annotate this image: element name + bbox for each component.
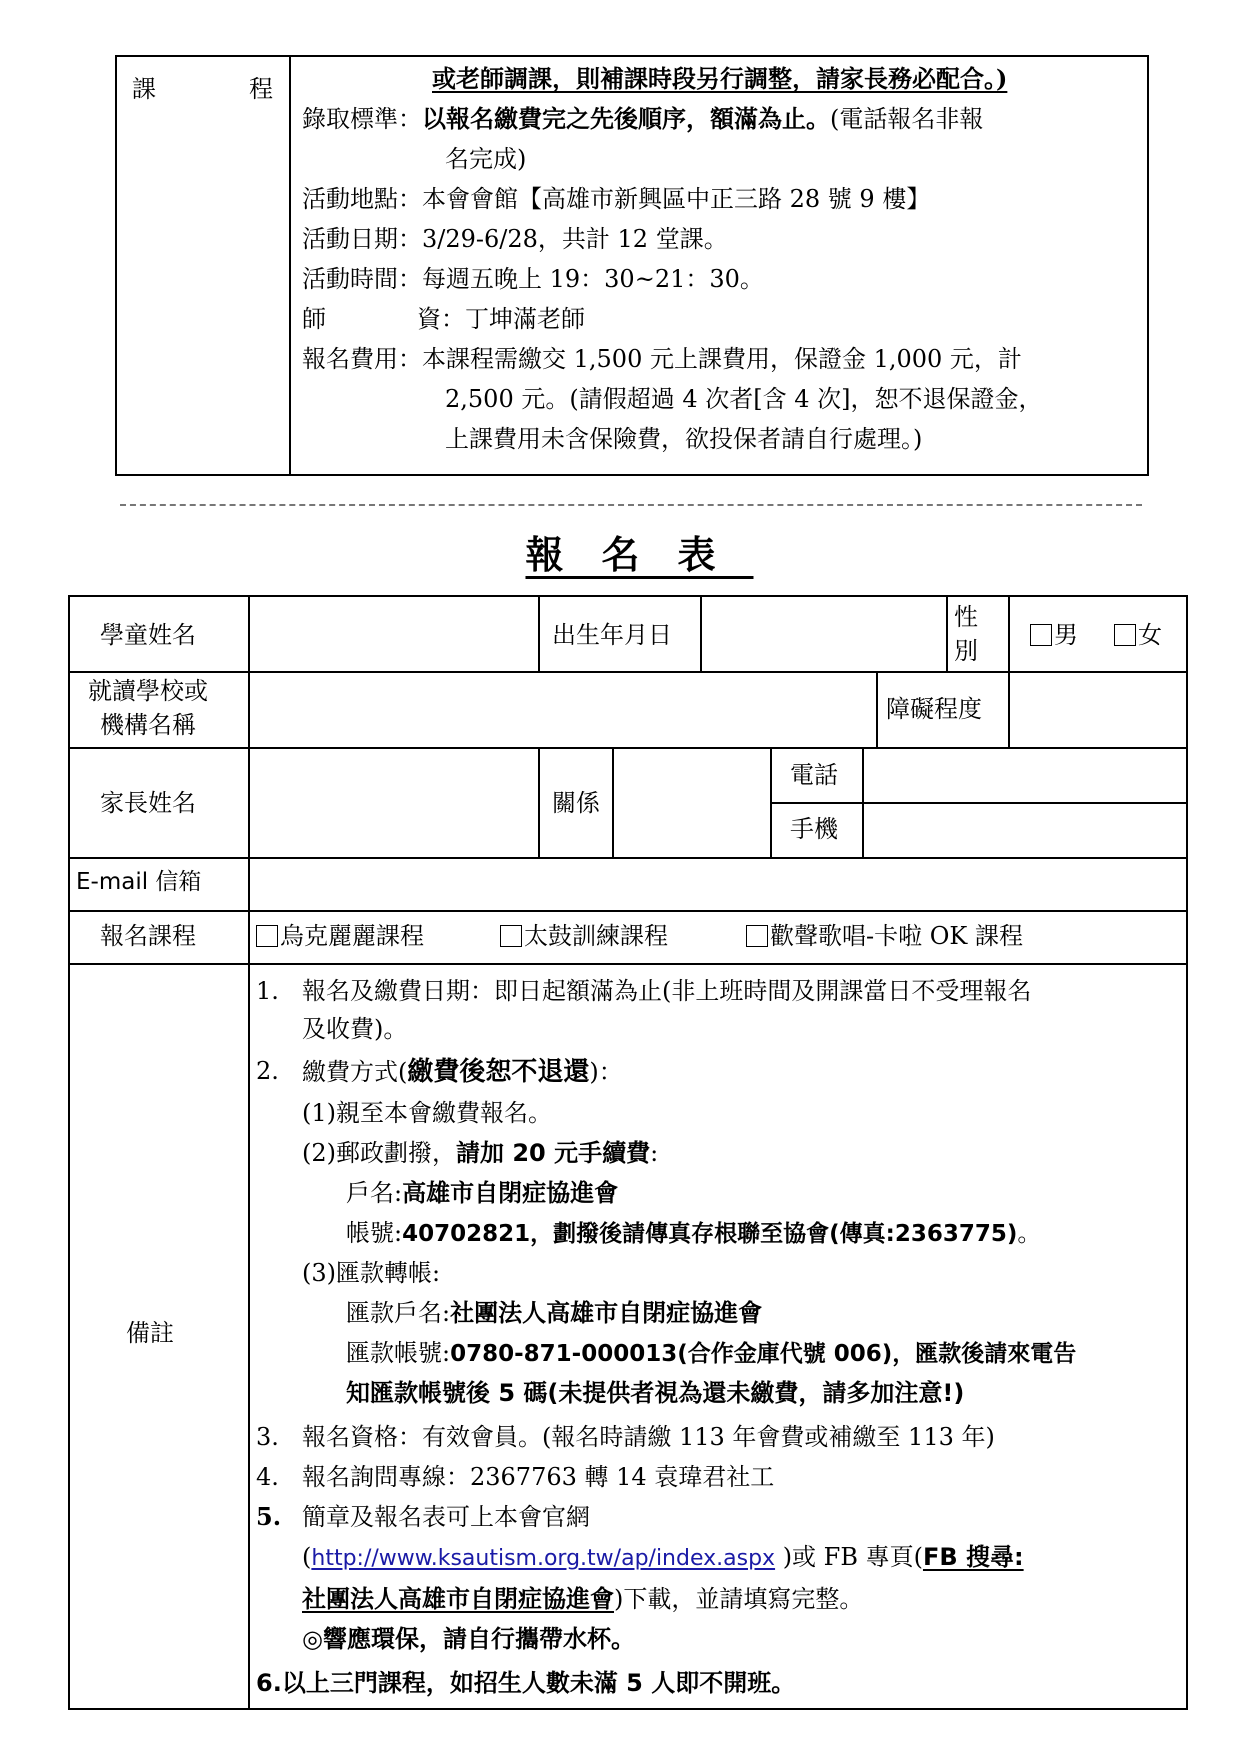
male-checkbox[interactable] bbox=[1030, 624, 1052, 646]
row-line bbox=[70, 671, 1186, 673]
phone-label: 電話 bbox=[790, 761, 838, 789]
school-field[interactable] bbox=[252, 675, 872, 743]
disability-label: 障礙程度 bbox=[886, 695, 982, 723]
payment-method-2: (2)郵政劃撥，請加 20 元手續費: bbox=[302, 1139, 659, 1167]
note-3-number: 3. bbox=[256, 1423, 279, 1451]
bank-account-number: 匯款帳號:0780-871-000013(合作金庫代號 006)，匯款後請來電告 bbox=[346, 1339, 1077, 1367]
teacher-line: 資：丁坤滿老師 bbox=[417, 305, 585, 333]
col-line bbox=[248, 597, 250, 1708]
note-5-line-2: (http://www.ksautism.org.tw/ap/index.aspx )或 FB 專頁(FB 搜尋: bbox=[302, 1543, 1024, 1571]
email-field[interactable] bbox=[252, 861, 1182, 907]
disability-field[interactable] bbox=[1012, 675, 1182, 743]
note-2-number: 2. bbox=[256, 1057, 279, 1085]
note-3-text: 報名資格：有效會員。(報名時請繳 113 年會費或補繳至 113 年) bbox=[302, 1423, 995, 1451]
fee-line-1: 報名費用：本課程需繳交 1,500 元上課費用，保證金 1,000 元，計 bbox=[302, 345, 1022, 373]
row-line bbox=[70, 910, 1186, 912]
table-divider bbox=[289, 57, 291, 474]
registration-form bbox=[68, 595, 1188, 1710]
col-line bbox=[538, 597, 540, 671]
parent-name-field[interactable] bbox=[252, 751, 534, 853]
admission-line bbox=[302, 105, 983, 134]
fb-search-label: FB 搜尋: bbox=[922, 1543, 1024, 1571]
admission-note-cont: 名完成) bbox=[445, 145, 527, 173]
col-line bbox=[946, 597, 948, 671]
col-line bbox=[862, 747, 864, 857]
row-line bbox=[70, 747, 1186, 749]
note-1-line-1: 報名及繳費日期：即日起額滿為止(非上班時間及開課當日不受理報名 bbox=[302, 977, 1032, 1005]
admission-label: 錄取標準： bbox=[302, 105, 422, 133]
gender-label-1: 性 bbox=[954, 603, 978, 631]
no-refund-text: 繳費後恕不退還 bbox=[407, 1057, 590, 1087]
col-line bbox=[1008, 671, 1010, 747]
teacher-label-char: 師 bbox=[302, 305, 326, 333]
student-name-label: 學童姓名 bbox=[100, 621, 196, 649]
mobile-field[interactable] bbox=[866, 806, 1182, 854]
course-info-table bbox=[115, 55, 1149, 476]
relation-label: 關係 bbox=[552, 789, 600, 817]
dates-line: 活動日期：3/29-6/28，共計 12 堂課。 bbox=[302, 225, 728, 253]
female-checkbox[interactable] bbox=[1114, 624, 1136, 646]
time-line: 活動時間：每週五晚上 19：30~21：30。 bbox=[302, 265, 764, 293]
birthdate-field[interactable] bbox=[704, 599, 942, 669]
parent-name-label: 家長姓名 bbox=[100, 789, 196, 817]
mobile-label: 手機 bbox=[790, 815, 838, 843]
gender-male-option[interactable]: 男 bbox=[1030, 621, 1078, 650]
payment-method-3: (3)匯款轉帳: bbox=[302, 1259, 441, 1287]
course-label-char-1: 課 bbox=[132, 75, 156, 103]
col-line bbox=[770, 747, 772, 857]
fee-line-3: 上課費用未含保險費，欲投保者請自行處理。) bbox=[445, 425, 923, 453]
row-line bbox=[70, 963, 1186, 965]
bank-account-notice: 知匯款帳號後 5 碼(未提供者視為還未繳費，請多加注意!) bbox=[346, 1379, 965, 1407]
bank-account-name: 匯款戶名:社團法人高雄市自閉症協進會 bbox=[346, 1299, 763, 1327]
note-4-text: 報名詢問專線：2367763 轉 14 袁瑋君社工 bbox=[302, 1463, 775, 1491]
note-6-text: 6.以上三門課程，如招生人數未滿 5 人即不開班。 bbox=[256, 1669, 796, 1697]
note-4-number: 4. bbox=[256, 1463, 279, 1491]
form-title: 報名表 bbox=[525, 532, 754, 577]
fee-line-2: 2,500 元。(請假超過 4 次者[含 4 次]，恕不退保證金， bbox=[445, 385, 1043, 413]
col-line bbox=[612, 747, 614, 857]
col-line bbox=[876, 671, 878, 747]
admission-note: (電話報名非報 bbox=[830, 105, 984, 133]
phone-field[interactable] bbox=[866, 751, 1182, 799]
gender-label-2: 別 bbox=[954, 637, 978, 665]
postal-account-name: 戶名:高雄市自閉症協進會 bbox=[346, 1179, 619, 1207]
taiko-checkbox[interactable] bbox=[500, 925, 522, 947]
col-line bbox=[700, 597, 702, 671]
fee-surcharge-text: 請加 20 元手續費 bbox=[456, 1139, 651, 1167]
course-option-karaoke[interactable]: 歡聲歌唱-卡啦 OK 課程 bbox=[746, 922, 1023, 951]
gender-female-option[interactable]: 女 bbox=[1114, 621, 1162, 650]
note-1-number: 1. bbox=[256, 977, 279, 1005]
row-line bbox=[770, 802, 1186, 804]
relation-field[interactable] bbox=[616, 751, 766, 853]
course-label-char-2: 程 bbox=[249, 75, 273, 103]
row-line bbox=[70, 857, 1186, 859]
karaoke-checkbox[interactable] bbox=[746, 925, 768, 947]
student-name-field[interactable] bbox=[252, 599, 534, 669]
school-label-2: 機構名稱 bbox=[100, 711, 196, 739]
col-line bbox=[538, 747, 540, 857]
payment-method-1: (1)親至本會繳費報名。 bbox=[302, 1099, 552, 1127]
remarks-label: 備註 bbox=[126, 1319, 174, 1347]
note-1-line-2: 及收費)。 bbox=[302, 1015, 408, 1043]
course-option-taiko[interactable]: 太鼓訓練課程 bbox=[500, 922, 668, 951]
admission-rule: 以報名繳費完之先後順序，額滿為止。 bbox=[422, 104, 830, 133]
postal-account-number: 帳號:40702821，劃撥後請傳真存根聯至協會(傳真:2363775)。 bbox=[346, 1219, 1042, 1247]
note-5-line-3: 社團法人高雄市自閉症協進會)下載，並請填寫完整。 bbox=[302, 1585, 864, 1613]
eco-notice: ◎響應環保，請自行攜帶水杯。 bbox=[302, 1625, 635, 1653]
website-link[interactable]: http://www.ksautism.org.tw/ap/index.aspx bbox=[311, 1546, 776, 1571]
birthdate-label: 出生年月日 bbox=[552, 621, 672, 649]
fb-page-name: 社團法人高雄市自閉症協進會 bbox=[302, 1585, 614, 1613]
col-line bbox=[1008, 597, 1010, 671]
schedule-note-line: 或老師調課，則補課時段另行調整，請家長務必配合。) bbox=[432, 64, 1008, 93]
location-line: 活動地點：本會會館【高雄市新興區中正三路 28 號 9 樓】 bbox=[302, 185, 931, 213]
note-5-line-1: 簡章及報名表可上本會官網 bbox=[302, 1503, 590, 1531]
course-select-label: 報名課程 bbox=[100, 922, 196, 950]
school-label-1: 就讀學校或 bbox=[88, 677, 208, 705]
email-label: E-mail 信箱 bbox=[76, 869, 202, 895]
ukulele-checkbox[interactable] bbox=[256, 925, 278, 947]
course-option-ukulele[interactable]: 烏克麗麗課程 bbox=[256, 922, 424, 951]
note-5-number: 5. bbox=[256, 1502, 282, 1531]
note-2-line: 繳費方式(繳費後恕不退還)： bbox=[302, 1057, 623, 1087]
cut-line bbox=[120, 504, 1142, 506]
